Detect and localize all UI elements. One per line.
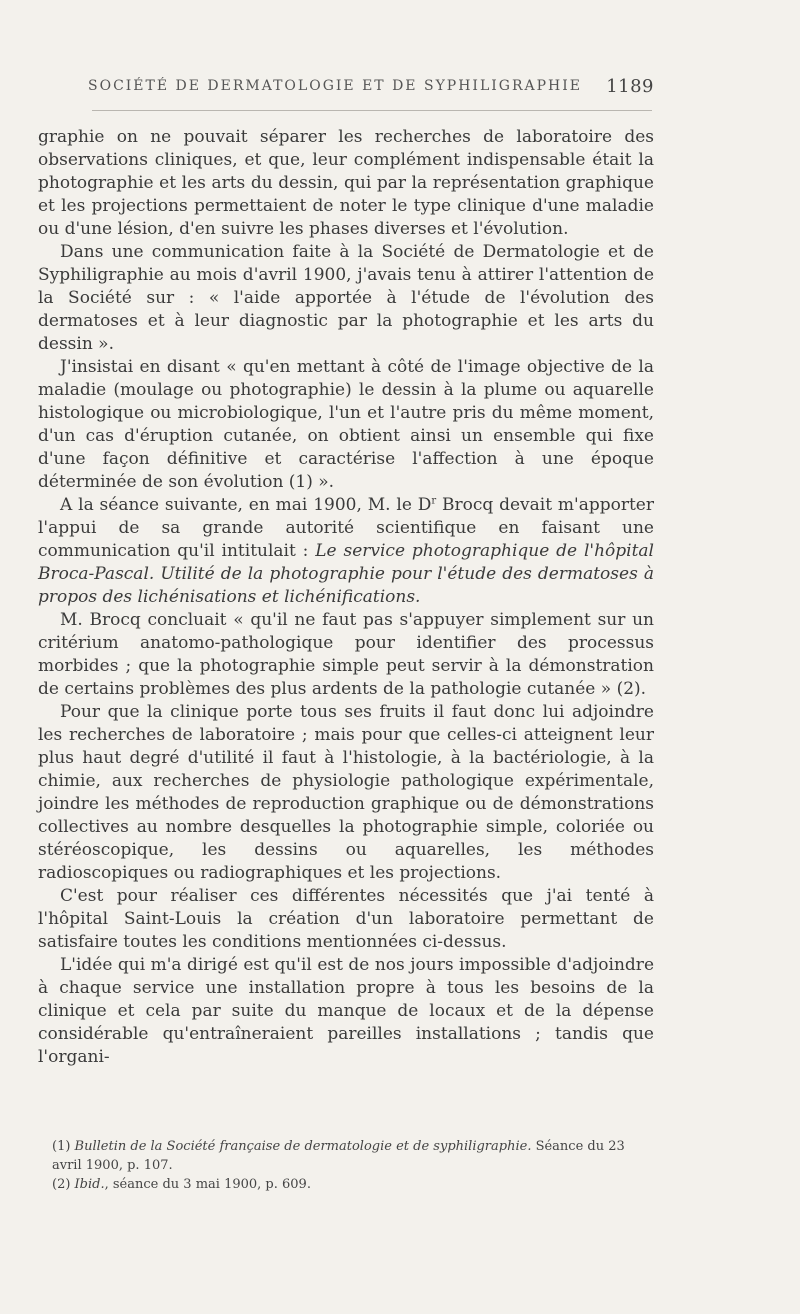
footnote-2-title: Ibid. — [74, 1177, 105, 1192]
paragraph-4 — [38, 494, 654, 609]
footnote-2-number: (2) — [52, 1177, 75, 1192]
running-title: SOCIÉTÉ DE DERMATOLOGIE ET DE SYPHILIGRAPHIE — [88, 78, 583, 94]
header-rule — [92, 110, 652, 111]
footnote-2 — [38, 1175, 654, 1194]
paragraph-4-text-a: A la séance suivante, en mai 1900, M. le D — [60, 495, 432, 515]
paragraph-8: L'idée qui m'a dirigé est qu'il est de nos jours impossible d'adjoindre à chaque service une installation propre à tous les besoins de la clinique et cela par suite du manque de locaux et de la dépense considérable qu'entraîneraient pareilles installations ; tandis que l'organi- — [38, 955, 654, 1067]
paragraph-7: C'est pour réaliser ces différentes nécessités que j'ai tenté à l'hôpital Saint-Louis la création d'un laboratoire permettant de satisfaire toutes les conditions mentionnées ci-dessus. — [38, 886, 654, 952]
paragraph-6: Pour que la clinique porte tous ses fruits il faut donc lui adjoindre les recherches de laboratoire ; mais pour que celles-ci atteignent leur plus haut degré d'utilité il faut à l'histologie, à la bactériologie, à la chimie, aux recherches de physiologie pathologique expérimentale, joindre les méthodes de reproduction graphique ou de démonstrations collectives au nombre desquelles la photographie simple, coloriée ou stéréoscopique, les dessins ou aquarelles, les méthodes radioscopiques ou radiographiques et les projections. — [38, 702, 654, 883]
paragraph-2: Dans une communication faite à la Société de Dermatologie et de Syphiligraphie au mois d'avril 1900, j'avais tenu à attirer l'attention de la Société sur : « l'aide apportée à l'étude de l'évolution des dermatoses et à leur diagnostic par la photographie et les arts du dessin ». — [38, 242, 654, 354]
footnote-1-number: (1) — [52, 1139, 75, 1154]
paragraph-5: M. Brocq concluait « qu'il ne faut pas s'appuyer simplement sur un critérium anatomo-pathologique pour identifier des processus morbides ; que la photographie simple peut servir à la démonstration de certains problèmes des plus ardents de la pathologie cutanée » (2). — [38, 610, 654, 699]
paragraph-4-superscript: r — [431, 495, 437, 507]
body-text — [38, 126, 654, 1069]
footnote-1-text: Séance du 23 avril 1900, p. 107. — [52, 1139, 625, 1173]
paragraph-3: J'insistai en disant « qu'en mettant à côté de l'image objective de la maladie (moulage ou photographie) le dessin à la plume ou aquarelle histologique ou microbiologique, l'un et l'autre pris du même moment, d'un cas d'éruption cutanée, on obtient ainsi un ensemble qui fixe d'une façon définitive et caractérise l'affection à une époque déterminée de son évolution (1) ». — [38, 357, 654, 492]
page-number: 1189 — [606, 75, 654, 97]
paragraph-4-text-b: Brocq devait m'apporter l'appui de sa grande autorité scientifique en faisant une communication qu'il intitulait : — [38, 495, 654, 561]
footnotes — [38, 1137, 654, 1194]
running-header — [88, 73, 654, 99]
paragraph-1: graphie on ne pouvait séparer les recherches de laboratoire des observations cliniques, et que, leur complément indispensable était la photographie et les arts du dessin, qui par la représentation graphique et les projections permettaient de noter le type clinique d'une maladie ou d'une lésion, d'en suivre les phases diverses et l'évolution. — [38, 127, 654, 239]
communication-title: Le service photographique de l'hôpital Broca-Pascal. Utilité de la photographie pour l'étude des dermatoses à propos des lichénisations et lichénifications. — [38, 541, 654, 607]
footnote-1-title: Bulletin de la Société française de dermatologie et de syphiligraphie. — [74, 1139, 532, 1154]
footnote-1 — [38, 1137, 654, 1175]
footnote-2-text: , séance du 3 mai 1900, p. 609. — [104, 1177, 311, 1192]
